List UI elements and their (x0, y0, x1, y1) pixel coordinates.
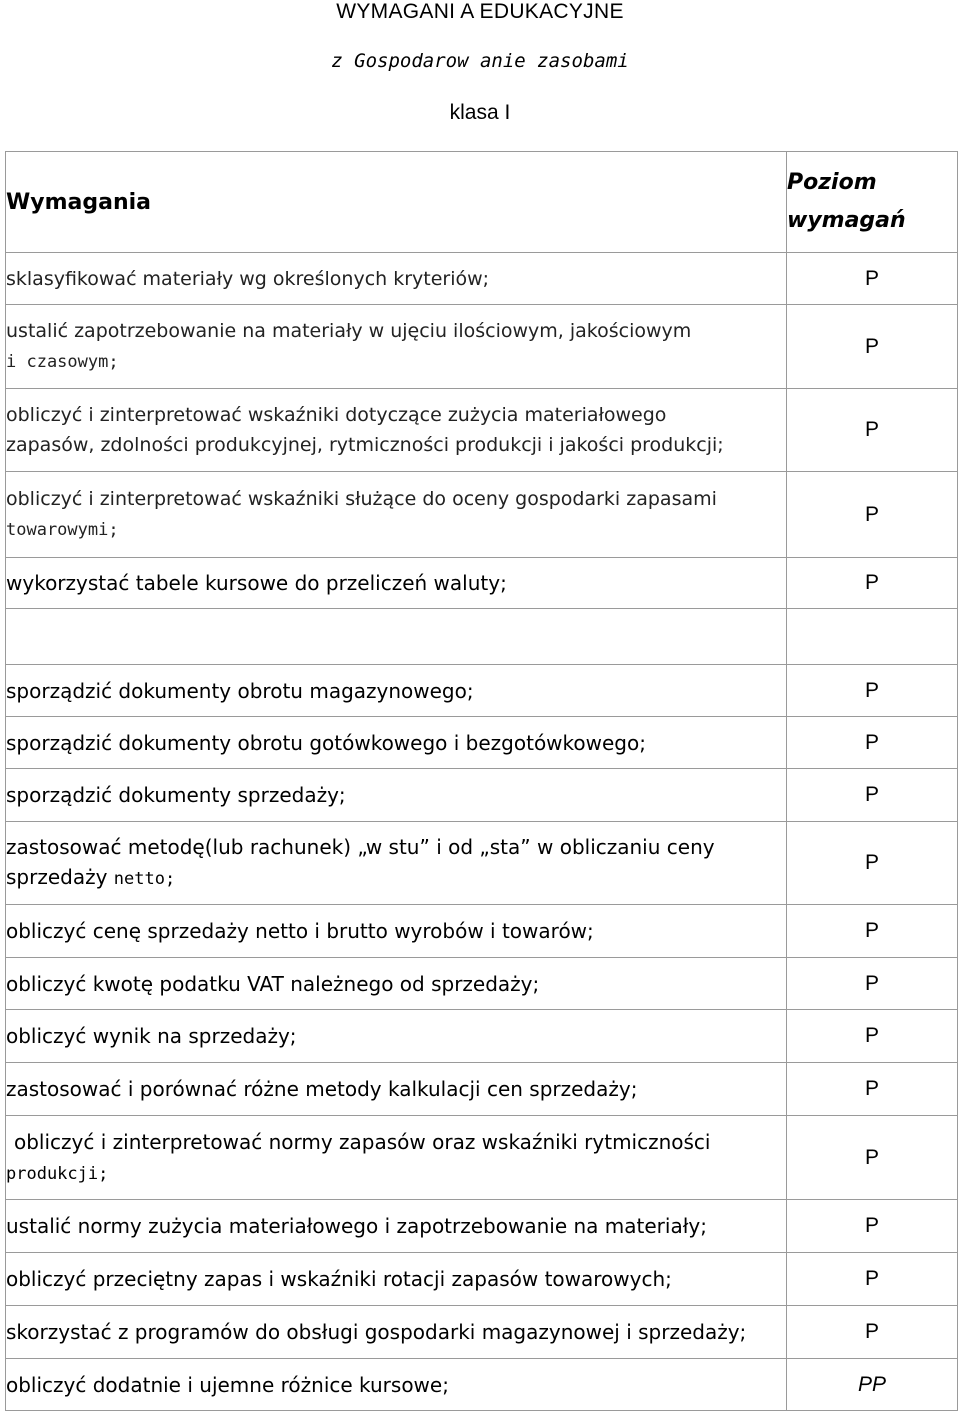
level-cell: P (787, 1200, 958, 1253)
requirement-text: obliczyć dodatnie i ujemne różnice kursowe; (6, 1372, 449, 1397)
requirement-cell (6, 769, 787, 822)
table-header-row (6, 152, 958, 253)
table-row (6, 1359, 958, 1411)
requirement-cell (6, 1359, 787, 1411)
table-row (6, 1116, 958, 1200)
requirement-text-continued: produkcji; (6, 1163, 109, 1184)
table-row (6, 769, 958, 822)
requirement-cell (6, 1010, 787, 1063)
requirement-cell (6, 717, 787, 769)
requirement-text-continued: i czasowym; (6, 352, 119, 372)
table-row (6, 822, 958, 905)
table-row (6, 1200, 958, 1253)
requirement-text: ustalić zapotrzebowanie na materiały w ujęciu ilościowym, jakościowym (6, 320, 692, 342)
requirement-text: obliczyć wynik na sprzedaży; (6, 1024, 297, 1048)
level-cell: P (787, 1010, 958, 1063)
table-row (6, 665, 958, 717)
requirement-cell (6, 1306, 787, 1359)
document-title: WYMAGANI A EDUKACYJNE (336, 0, 624, 23)
table-row (6, 717, 958, 769)
level-cell: P (787, 665, 958, 717)
level-cell: P (787, 472, 958, 558)
requirement-cell (6, 1063, 787, 1116)
requirement-cell (6, 472, 787, 558)
requirement-text: zastosować metodę(lub rachunek) „w stu” i od „sta” w obliczaniu ceny (6, 835, 715, 859)
table-row (6, 253, 958, 305)
header-level (787, 152, 958, 253)
header-level-line2: wymagań (787, 208, 906, 233)
requirement-cell (6, 905, 787, 958)
requirement-text: obliczyć cenę sprzedaży netto i brutto wyrobów i towarów; (6, 919, 594, 943)
table-row (6, 1010, 958, 1063)
level-cell: P (787, 253, 958, 305)
requirement-text: sporządzić dokumenty obrotu gotówkowego i bezgotówkowego; (6, 730, 646, 755)
requirement-text: obliczyć przeciętny zapas i wskaźniki rotacji zapasów towarowych; (6, 1267, 672, 1291)
header-level-line1: Poziom (787, 170, 877, 195)
table-row (6, 1063, 958, 1116)
requirement-text-continued: zapasów, zdolności produkcyjnej, rytmiczności produkcji i jakości produkcji; (6, 434, 724, 456)
table-row (6, 1306, 958, 1359)
requirement-text: obliczyć i zinterpretować normy zapasów oraz wskaźniki rytmiczności (14, 1129, 711, 1154)
level-cell: P (787, 1253, 958, 1306)
table-row (6, 958, 958, 1010)
table-row (6, 558, 958, 609)
level-cell: P (787, 558, 958, 609)
requirement-cell (6, 389, 787, 472)
requirement-text: zastosować i porównać różne metody kalkulacji cen sprzedaży; (6, 1077, 638, 1101)
requirement-cell (6, 1116, 787, 1200)
requirement-cell (6, 558, 787, 609)
requirement-cell (6, 1253, 787, 1306)
requirement-cell (6, 958, 787, 1010)
table-row (6, 1253, 958, 1306)
requirement-text: obliczyć kwotę podatku VAT należnego od sprzedaży; (6, 971, 540, 996)
table-row (6, 905, 958, 958)
requirement-cell (6, 665, 787, 717)
level-cell: P (787, 905, 958, 958)
requirement-text-continued: sprzedaży (6, 865, 108, 889)
table-row (6, 389, 958, 472)
requirement-text: obliczyć i zinterpretować wskaźniki służące do oceny gospodarki zapasami (6, 488, 717, 510)
table-row (6, 472, 958, 558)
requirement-text: sporządzić dokumenty obrotu magazynowego; (6, 678, 474, 703)
requirement-text: ustalić normy zużycia materiałowego i zapotrzebowanie na materiały; (6, 1214, 707, 1238)
level-cell: PP (787, 1359, 958, 1411)
document-subtitle: z Gospodarow anie zasobami (331, 50, 629, 72)
requirement-cell (6, 253, 787, 305)
requirement-text-continued-mono: netto; (113, 869, 176, 889)
requirement-text-continued: towarowymi; (6, 520, 119, 540)
requirement-cell (6, 822, 787, 905)
level-cell: P (787, 1306, 958, 1359)
requirement-text: skorzystać z programów do obsługi gospodarki magazynowej i sprzedaży; (6, 1320, 747, 1344)
level-cell: P (787, 822, 958, 905)
requirement-text: wykorzystać tabele kursowe do przeliczeń waluty; (6, 571, 507, 595)
table-row (6, 305, 958, 389)
level-cell (787, 609, 958, 665)
requirement-cell (6, 305, 787, 389)
header-requirements: Wymagania (6, 152, 787, 253)
level-cell: P (787, 1116, 958, 1200)
level-cell: P (787, 717, 958, 769)
level-cell: P (787, 958, 958, 1010)
level-cell: P (787, 305, 958, 389)
level-cell: P (787, 389, 958, 472)
requirement-cell (6, 609, 787, 665)
requirements-table (5, 151, 958, 1411)
requirement-text: sklasyfikować materiały wg określonych kryteriów; (6, 267, 490, 290)
requirement-text: sporządzić dokumenty sprzedaży; (6, 783, 346, 807)
table-row-empty (6, 609, 958, 665)
class-label: klasa I (449, 101, 511, 124)
level-cell: P (787, 1063, 958, 1116)
requirement-cell (6, 1200, 787, 1253)
level-cell: P (787, 769, 958, 822)
requirement-text: obliczyć i zinterpretować wskaźniki dotyczące zużycia materiałowego (6, 404, 667, 426)
